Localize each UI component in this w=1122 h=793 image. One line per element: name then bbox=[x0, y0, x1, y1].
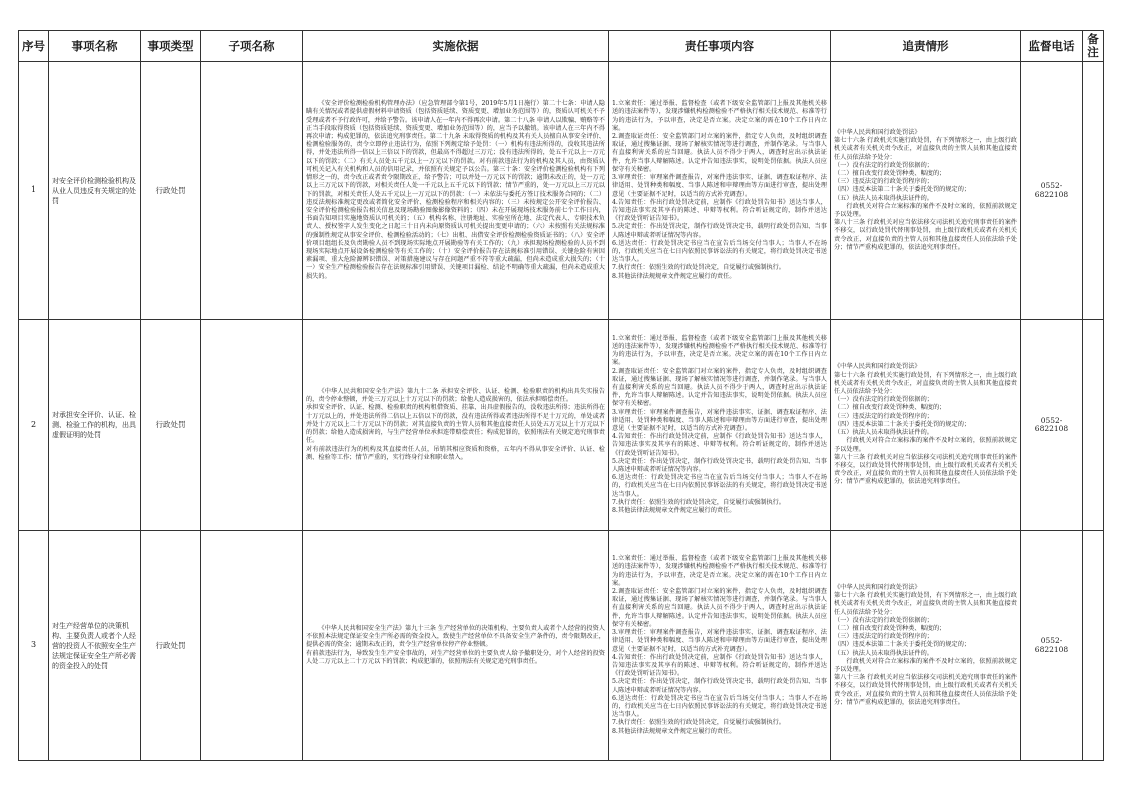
duty-item: 5.决定责任：作出处罚决定，制作行政处罚决定书，载明行政处罚告知、当事人陈述申辩或者听证情况等内容。 bbox=[612, 678, 827, 694]
accountability-item: （四）违反本法第二十条关于委托处罚的规定的； bbox=[834, 420, 971, 428]
accountability-item: （一）没有法定的行政处罚依据的； bbox=[834, 161, 933, 169]
duty-cell bbox=[609, 531, 831, 761]
basis-paragraph: 《安全评价检测检验机构管理办法》（应急管理部令第1号，2019年5月1日施行）第二十七条：申请人隐瞒有关情况或者提供虚假材料申请资质（包括资质延续、资质变更、增加业务范围等）的，资质认可机关不予受理或者不予行政许可，并给予警告。该申请人在一年内不得再次申请。第二十八条 申请人以欺骗、贿赂等不正当手段取得资质（包括资质延续、资质变更、增加业务范围等）的，应当予以撤销。该申请人在三年内不得再次申请；构成犯罪的，依法追究刑事责任。第二十九条 未取得资质的机构及其有关人员擅自从事安全评价、检测检验服务的，责令立即停止违法行为，依照下列规定给予处罚：（一）机构有违法所得的，没收其违法所得，并处违法所得一倍以上三倍以下的罚款，但最高不得超过三万元；没有违法所得的，处五千元以上一万元以下的罚款；（二）有关人员处五千元以上一万元以下的罚款。对有前款违法行为的机构及其人员，由资质认可机关记入有关机构和人员的信用记录，并依照有关规定予以公告。第三十条：安全评价检测检验机构有下列情形之一的，责令改正或者责令限期改正，给予警告；可以并处一万元以下的罚款；逾期未改正的，处一万元以上三万元以下的罚款，对相关责任人处一千元以上五千元以下的罚款；情节严重的，处一万元以上三万元以下的罚款，对相关责任人处五千元以上一万元以下的罚款：（一）未依法与委托方签订技术服务合同的；（二）违反法规标准规定更改或者简化安全评价、检测检验程序和相关内容的；（三）未按规定公开安全评价报告、安全评价检测检验报告相关信息及现场勘验图像影像资料的；（四）未在开展现场技术服务前七个工作日内，书面告知项目实施地资质认可机关的；（五）机构名称、注册地址、实验室所在地、法定代表人、专职技术负责人、授权签字人发生变化之日起三十日内未向原资质认可机关提出变更申请的；（六）未按照有关法规标准的强制性规定从事安全评价、检测检验活动的；（七）出租、出借安全评价检测检验资质证书的；（八）安全评价项目组组长及负责勘验人员不到现场实际地点开展勘验等有关工作的；（九）承担现场检测检验的人员不到现场实际地点开展设备检测检验等有关工作的；（十）安全评价报告存在法规标准引用错误、关键危险有害因素漏项、重大危险源辨识错误、对策措施建议与存在问题严重不符等重大疏漏，但尚未造成重大损失的；（十一）安全生产检测检验报告存在法规标准引用错误、关键项目漏检、结论不明确等重大疏漏，但尚未造成重大损失的。 bbox=[306, 100, 605, 280]
accountability-item: 《中华人民共和国行政处罚法》 bbox=[834, 128, 921, 136]
accountability-item: 行政机关对符合立案标准的案件不及时立案的，依照前款规定予以处理。 bbox=[834, 437, 1017, 453]
accountability-item: 《中华人民共和国行政处罚法》 bbox=[834, 583, 921, 591]
header-type: 事项类型 bbox=[141, 31, 201, 62]
accountability-item: （二）擅自改变行政处罚种类、幅度的； bbox=[834, 404, 946, 412]
accountability-item: （三）违反法定的行政处罚程序的； bbox=[834, 412, 933, 420]
responsibility-table bbox=[18, 30, 1104, 761]
item-type: 行政处罚 bbox=[141, 531, 201, 761]
duty-item: 2.调查取证责任：安全监管部门对立案的案件，指定专人负责，及时组织调查取证，通过搜集证据、现场了解核实情况等进行调查，并制作笔录。与当事人有直接利害关系的应当回避。执法人员不得少于两人，调查时应出示执法证件，允许当事人辩解陈述。认定并告知违法事实，说明处罚依据。执法人员应保守有关秘密。 bbox=[612, 588, 827, 628]
duty-item: 2.调查取证责任：安全监管部门对立案的案件，指定专人负责，及时组织调查取证，通过搜集证据、现场了解核实情况等进行调查，并制作笔录。与当事人有直接利害关系的应当回避。执法人员不得少于两人，调查时应出示执法证件，允许当事人辩解陈述。认定并告知违法事实，说明处罚依据。执法人员应保守有关秘密。 bbox=[612, 367, 827, 408]
supervision-phone: 0552-6822108 bbox=[1021, 320, 1083, 531]
header-phone: 监督电话 bbox=[1021, 31, 1083, 62]
duty-item: 1.立案责任：通过举报、监督检查（或者下级安全监管部门上报及其他机关移送的违法案件等），发现涉嫌机构检测检验不严格执行相关技术规范、标准等行为的违法行为，予以审查，决定是否立案。决定立案的需在10个工作日内立案。 bbox=[612, 334, 827, 367]
row-number: 1 bbox=[19, 62, 49, 320]
basis-paragraph: 《中华人民共和国安全生产法》第九十三条 生产经营单位的决策机构、主要负责人或者个人经营的投资人不依照本法规定保证安全生产所必需的资金投入，致使生产经营单位不具备安全生产条件的，责令限期改正，提供必需的资金；逾期未改正的，责令生产经营单位停产停业整顿。 bbox=[306, 624, 605, 649]
duty-item: 5.决定责任：作出处罚决定，制作行政处罚决定书，载明行政处罚告知、当事人陈述申辩或者听证情况等内容。 bbox=[612, 457, 827, 474]
table-row bbox=[19, 320, 1104, 531]
header-row bbox=[19, 31, 1104, 62]
item-name: 对生产经营单位的决策机构、主要负责人或者个人经营的投资人不依照安全生产法规定保证安全生产所必需的资金投入的处罚 bbox=[49, 531, 141, 761]
duty-item: 3.审理责任：审理案件调查报告，对案件违法事实、证据、调查取证程序、法律适用、处罚种类和幅度、当事人陈述和申辩理由等方面进行审查，提出处理意见（主要证据不足时，以适当的方式补充调查）。 bbox=[612, 174, 827, 198]
duty-item: 6.送达责任：行政处罚决定书应当在宣告后当场交付当事人；当事人不在场的，行政机关应当在七日内依照民事诉讼法的有关规定，将行政处罚决定书送达当事人。 bbox=[612, 239, 827, 264]
accountability-item: 第七十六条 行政机关实施行政处罚，有下列情形之一，由上级行政机关或者有关机关责令改正，对直接负责的主管人员和其他直接责任人员依法给予处分： bbox=[834, 371, 1017, 396]
basis-cell bbox=[303, 62, 609, 320]
note-cell bbox=[1083, 531, 1104, 761]
duty-item: 6.送达责任：行政处罚决定书应当在宣告后当场交付当事人；当事人不在场的，行政机关应当在七日内依照民事诉讼法的有关规定，将行政处罚决定书送达当事人。 bbox=[612, 474, 827, 498]
duty-item: 6.送达责任：行政处罚决定书应当在宣告后当场交付当事人；当事人不在场的，行政机关应当在七日内依照民事诉讼法的有关规定，将行政处罚决定书送达当事人。 bbox=[612, 694, 827, 719]
accountability-item: （二）擅自改变行政处罚种类、幅度的； bbox=[834, 169, 946, 177]
accountability-item: （五）执法人员未取得执法证件的。 bbox=[834, 194, 933, 202]
duty-item: 4.告知责任：作出行政处罚决定前，应制作《行政处罚告知书》送达当事人，告知违法事实及其享有的陈述、申辩等权利。符合听证规定的，制作并送达《行政处罚听证告知书》。 bbox=[612, 653, 827, 678]
header-note: 备注 bbox=[1083, 31, 1104, 62]
accountability-item: （四）违反本法第二十条关于委托处罚的规定的； bbox=[834, 641, 971, 649]
note-cell bbox=[1083, 320, 1104, 531]
duty-item: 7.执行责任：依照生效的行政处罚决定，自觉履行或强制执行。 bbox=[612, 498, 785, 506]
duty-item: 7.执行责任：依照生效的行政处罚决定，自觉履行或强制执行。 bbox=[612, 719, 785, 727]
duty-item: 7.执行责任：依照生效的行政处罚决定，自觉履行或强制执行。 bbox=[612, 264, 785, 272]
document-page bbox=[18, 30, 1103, 761]
accountability-item: 《中华人民共和国行政处罚法》 bbox=[834, 363, 921, 371]
duty-item: 1.立案责任：通过举报、监督检查（或者下级安全监管部门上报及其他机关移送的违法案件等），发现涉嫌机构检测检验不严格执行相关技术规范、标准等行为的违法行为，予以审查，决定是否立案。决定立案的需在10个工作日内立案。 bbox=[612, 555, 827, 587]
accountability-item: （五）执法人员未取得执法证件的。 bbox=[834, 649, 933, 657]
header-duty: 责任事项内容 bbox=[609, 31, 831, 62]
sub-item-name bbox=[201, 531, 303, 761]
accountability-item: （四）违反本法第二十条关于委托处罚的规定的； bbox=[834, 186, 971, 194]
basis-cell bbox=[303, 320, 609, 531]
accountability-item: 第八十三条 行政机关对应当依法移交司法机关追究刑事责任的案件不移交，以行政处罚代替刑事处罚，由上级行政机关或者有关机关责令改正，对直接负责的主管人员和其他直接责任人员依法给予处分；情节严重构成犯罪的，依法追究刑事责任。 bbox=[834, 674, 1017, 706]
accountability-item: 第七十六条 行政机关实施行政处罚，有下列情形之一，由上级行政机关或者有关机关责令改正，对直接负责的主管人员和其他直接责任人员依法给予处分： bbox=[834, 137, 1017, 161]
header-no: 序号 bbox=[19, 31, 49, 62]
row-number: 2 bbox=[19, 320, 49, 531]
duty-item: 4.告知责任：作出行政处罚决定前，应制作《行政处罚告知书》送达当事人，告知违法事实及其享有的陈述、申辩等权利。符合听证规定的，制作并送达《行政处罚听证告知书》。 bbox=[612, 198, 827, 223]
duty-item: 8.其他法律法规规章文件规定应履行的责任。 bbox=[612, 272, 736, 280]
duty-item: 2.调查取证责任：安全监管部门对立案的案件，指定专人负责，及时组织调查取证，通过搜集证据、现场了解核实情况等进行调查，并制作笔录。与当事人有直接利害关系的应当回避。执法人员不得少于两人，调查时应出示执法证件，允许当事人辩解陈述。认定并告知违法事实，说明处罚依据。执法人员应保守有关秘密。 bbox=[612, 133, 827, 173]
item-type: 行政处罚 bbox=[141, 62, 201, 320]
header-accountability: 追责情形 bbox=[831, 31, 1021, 62]
supervision-phone: 0552-6822108 bbox=[1021, 62, 1083, 320]
item-name: 对承担安全评价、认证、检测、检验工作的机构，出具虚假证明的处罚 bbox=[49, 320, 141, 531]
duty-cell bbox=[609, 62, 831, 320]
supervision-phone: 0552-6822108 bbox=[1021, 531, 1083, 761]
accountability-cell bbox=[831, 531, 1021, 761]
basis-paragraph: 承担安全评价、认证、检测、检验职责的机构租借资质、挂靠、出具虚假报告的，没收违法所得；违法所得在十万元以上的，并处违法所得二倍以上五倍以下的罚款，没有违法所得或者违法所得不足十万元的，单处或者并处十万元以上二十万元以下的罚款；对其直接负责的主管人员和其他直接责任人员处五万元以上十万元以下的罚款；给他人造成损害的，与生产经营单位承担连带赔偿责任；构成犯罪的，依照刑法有关规定追究刑事责任。 bbox=[306, 404, 605, 445]
accountability-item: 第八十三条 行政机关对应当依法移交司法机关追究刑事责任的案件不移交，以行政处罚代替刑事处罚，由上级行政机关或者有关机关责令改正，对直接负责的主管人员和其他直接责任人员依法给予处分；情节严重构成犯罪的，依法追究刑事责任。 bbox=[834, 219, 1017, 251]
duty-item: 3.审理责任：审理案件调查报告，对案件违法事实、证据、调查取证程序、法律适用、处罚种类和幅度、当事人陈述和申辩理由等方面进行审查，提出处理意见（主要证据不足时，以适当的方式补充调查）。 bbox=[612, 408, 827, 432]
accountability-item: （一）没有法定的行政处罚依据的； bbox=[834, 396, 933, 404]
accountability-cell bbox=[831, 320, 1021, 531]
duty-cell bbox=[609, 320, 831, 531]
row-number: 3 bbox=[19, 531, 49, 761]
header-basis: 实施依据 bbox=[303, 31, 609, 62]
accountability-item: （五）执法人员未取得执法证件的。 bbox=[834, 429, 933, 437]
header-sub: 子项名称 bbox=[201, 31, 303, 62]
accountability-item: （一）没有法定的行政处罚依据的； bbox=[834, 616, 933, 624]
accountability-item: （二）擅自改变行政处罚种类、幅度的； bbox=[834, 624, 946, 632]
accountability-item: （三）违反法定的行政处罚程序的； bbox=[834, 633, 933, 641]
accountability-cell bbox=[831, 62, 1021, 320]
note-cell bbox=[1083, 62, 1104, 320]
duty-item: 8.其他法律法规规章文件规定应履行的责任。 bbox=[612, 507, 736, 515]
duty-item: 8.其他法律法规规章文件规定应履行的责任。 bbox=[612, 727, 736, 735]
item-name: 对安全评价检测检验机构及从业人员违反有关规定的处罚 bbox=[49, 62, 141, 320]
accountability-item: （三）违反法定的行政处罚程序的； bbox=[834, 178, 933, 186]
sub-item-name bbox=[201, 320, 303, 531]
basis-paragraph: 对有前款违法行为的机构及其直接责任人员，吊销其相应资质和资格，五年内不得从事安全评价、认证、检测、检验等工作；情节严重的，实行终身行业和职业禁入。 bbox=[306, 445, 605, 461]
accountability-item: 第八十三条 行政机关对应当依法移交司法机关追究刑事责任的案件不移交，以行政处罚代替刑事处罚，由上级行政机关或者有关机关责令改正，对直接负责的主管人员和其他直接责任人员依法给予处分；情节严重构成犯罪的，依法追究刑事责任。 bbox=[834, 453, 1017, 486]
basis-cell bbox=[303, 531, 609, 761]
table-row bbox=[19, 62, 1104, 320]
header-name: 事项名称 bbox=[49, 31, 141, 62]
accountability-item: 第七十六条 行政机关实施行政处罚，有下列情形之一，由上级行政机关或者有关机关责令改正，对直接负责的主管人员和其他直接责任人员依法给予处分： bbox=[834, 592, 1017, 616]
basis-paragraph: 《中华人民共和国安全生产法》第九十二条 承担安全评价、认证、检测、检验职责的机构出具失实报告的，责令停业整顿，并处三万元以上十万元以下的罚款；给他人造成损害的，依法承担赔偿责任。 bbox=[306, 388, 605, 404]
accountability-item: 行政机关对符合立案标准的案件不及时立案的，依照前款规定予以处理。 bbox=[834, 202, 1017, 218]
item-type: 行政处罚 bbox=[141, 320, 201, 531]
sub-item-name bbox=[201, 62, 303, 320]
accountability-item: 行政机关对符合立案标准的案件不及时立案的，依照前款规定予以处理。 bbox=[834, 657, 1017, 673]
basis-paragraph: 有前款违法行为，导致发生生产安全事故的，对生产经营单位的主要负责人给予撤职处分，对个人经营的投资人处二万元以上二十万元以下的罚款；构成犯罪的，依照刑法有关规定追究刑事责任。 bbox=[306, 649, 605, 665]
duty-item: 3.审理责任：审理案件调查报告，对案件违法事实、证据、调查取证程序、法律适用、处罚种类和幅度、当事人陈述和申辩理由等方面进行审查，提出处理意见（主要证据不足时，以适当的方式补充调查）。 bbox=[612, 629, 827, 653]
duty-item: 4.告知责任：作出行政处罚决定前，应制作《行政处罚告知书》送达当事人，告知违法事实及其享有的陈述、申辩等权利。符合听证规定的，制作并送达《行政处罚听证告知书》。 bbox=[612, 433, 827, 457]
duty-item: 5.决定责任：作出处罚决定，制作行政处罚决定书，载明行政处罚告知、当事人陈述申辩或者听证情况等内容。 bbox=[612, 223, 827, 239]
duty-item: 1.立案责任：通过举报、监督检查（或者下级安全监管部门上报及其他机关移送的违法案件等），发现涉嫌机构检测检验不严格执行相关技术规范、标准等行为的违法行为，予以审查，决定是否立案。决定立案的需在10个工作日内立案。 bbox=[612, 100, 827, 132]
table-row bbox=[19, 531, 1104, 761]
